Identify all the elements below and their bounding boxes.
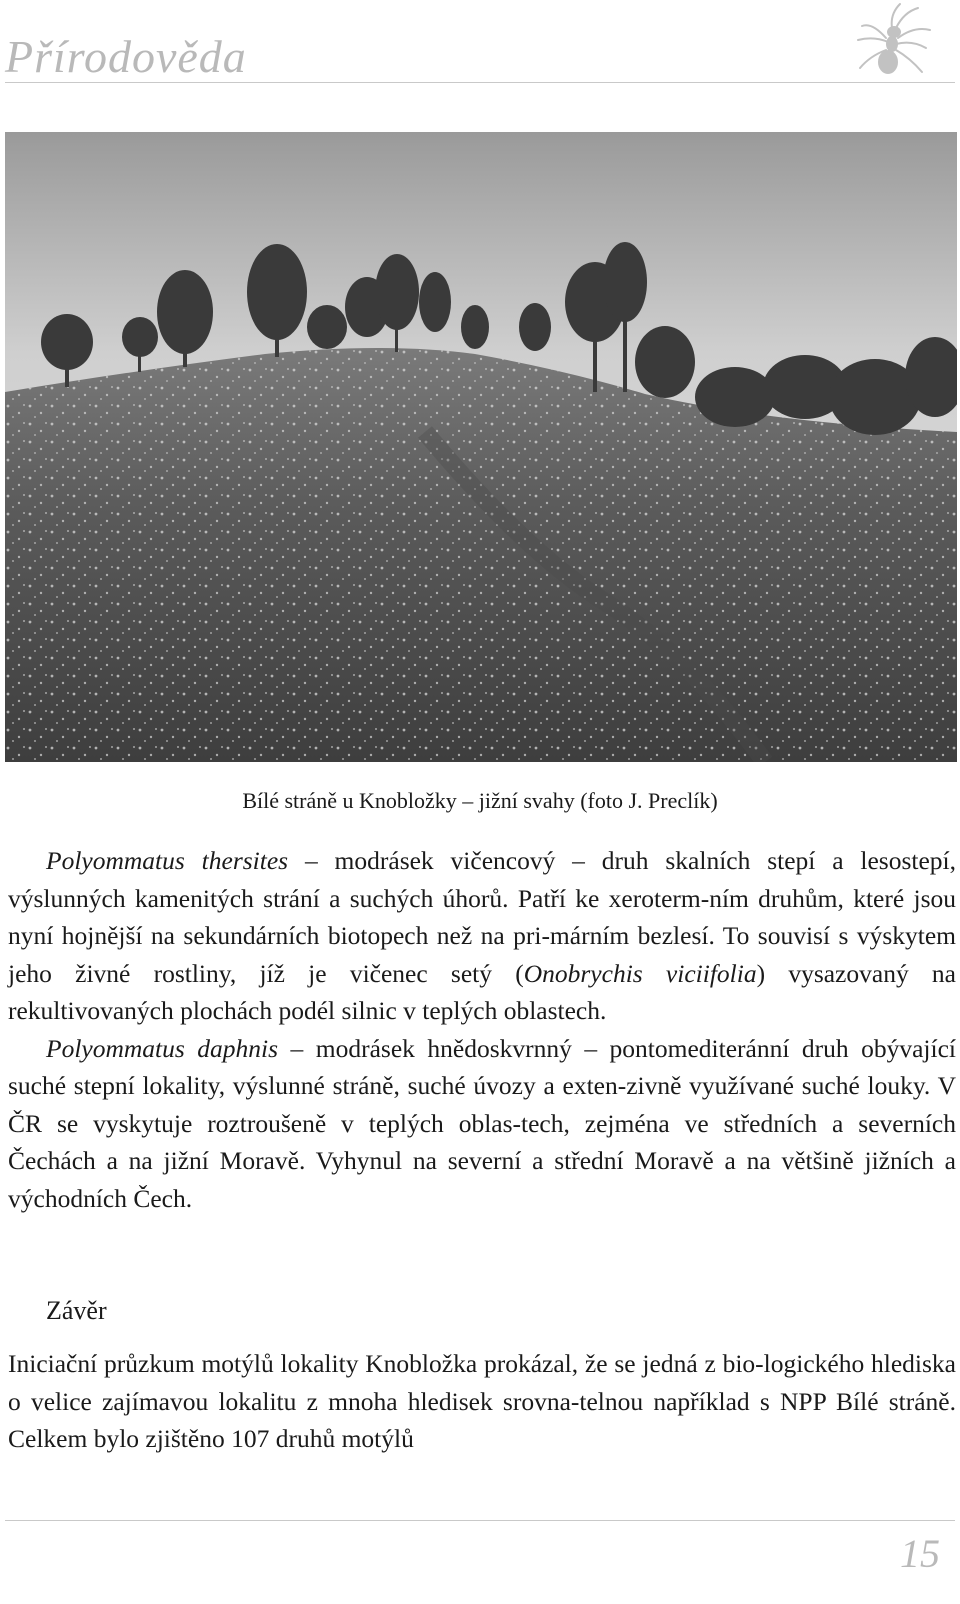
paragraph-daphnis: [8, 1030, 956, 1218]
conclusion-body: [8, 1345, 956, 1458]
paragraph-text: – modrásek vičencový – druh skalních stepí a lesostepí, výslunných kamenitých strání a suchých úhorů. Patří ke xeroterm-ním druhům, které jsou nyní hojnější na sekundárních biotopech než na pri-márním bezlesí. To souvisí s výskytem jeho živné rostliny, jíž je vičenec setý (: [8, 846, 956, 988]
running-header-title: Přírodověda: [5, 31, 247, 82]
section-heading: Závěr: [46, 1296, 107, 1325]
paragraph-text: – modrásek hnědoskvrnný – pontomediteránní druh obývající suché stepní lokality, výslunné stráně, suché úvozy a exten-zivně využívané suché louky. V ČR se vyskytuje roztroušeně v teplých oblas-tech, zejména ve středních a severních Čechách a na jižní Moravě. Vyhynul na severní a střední Moravě a na většině jižních a východních Čech.: [8, 1033, 957, 1213]
footer-divider: [5, 1520, 955, 1521]
page-number: 15: [900, 1531, 940, 1576]
figure-caption: Bílé stráně u Knobložky – jižní svahy (foto J. Preclík): [242, 788, 718, 813]
article-body: [8, 842, 956, 1217]
species-name: Polyommatus thersites: [46, 846, 289, 875]
header-divider: [5, 82, 955, 83]
paragraph-conclusion: Iniciační průzkum motýlů lokality Knobložka prokázal, že se jedná z bio-logického hlediska o velice zajímavou lokalitu z mnoha hledisek srovna-telnou například s NPP Bílé stráně. Celkem bylo zjištěno 107 druhů motýlů: [8, 1349, 956, 1453]
meadow-hill-photo: [5, 132, 957, 762]
species-name: Polyommatus daphnis: [46, 1033, 279, 1063]
plant-name: Onobrychis viciifolia: [523, 958, 757, 988]
paragraph-thersites: [8, 842, 956, 1030]
paragraph-text: ) vysazovaný na rekultivovaných plochách podél silnic v teplých oblastech.: [8, 958, 956, 1025]
insect-logo-icon: [846, 2, 938, 80]
